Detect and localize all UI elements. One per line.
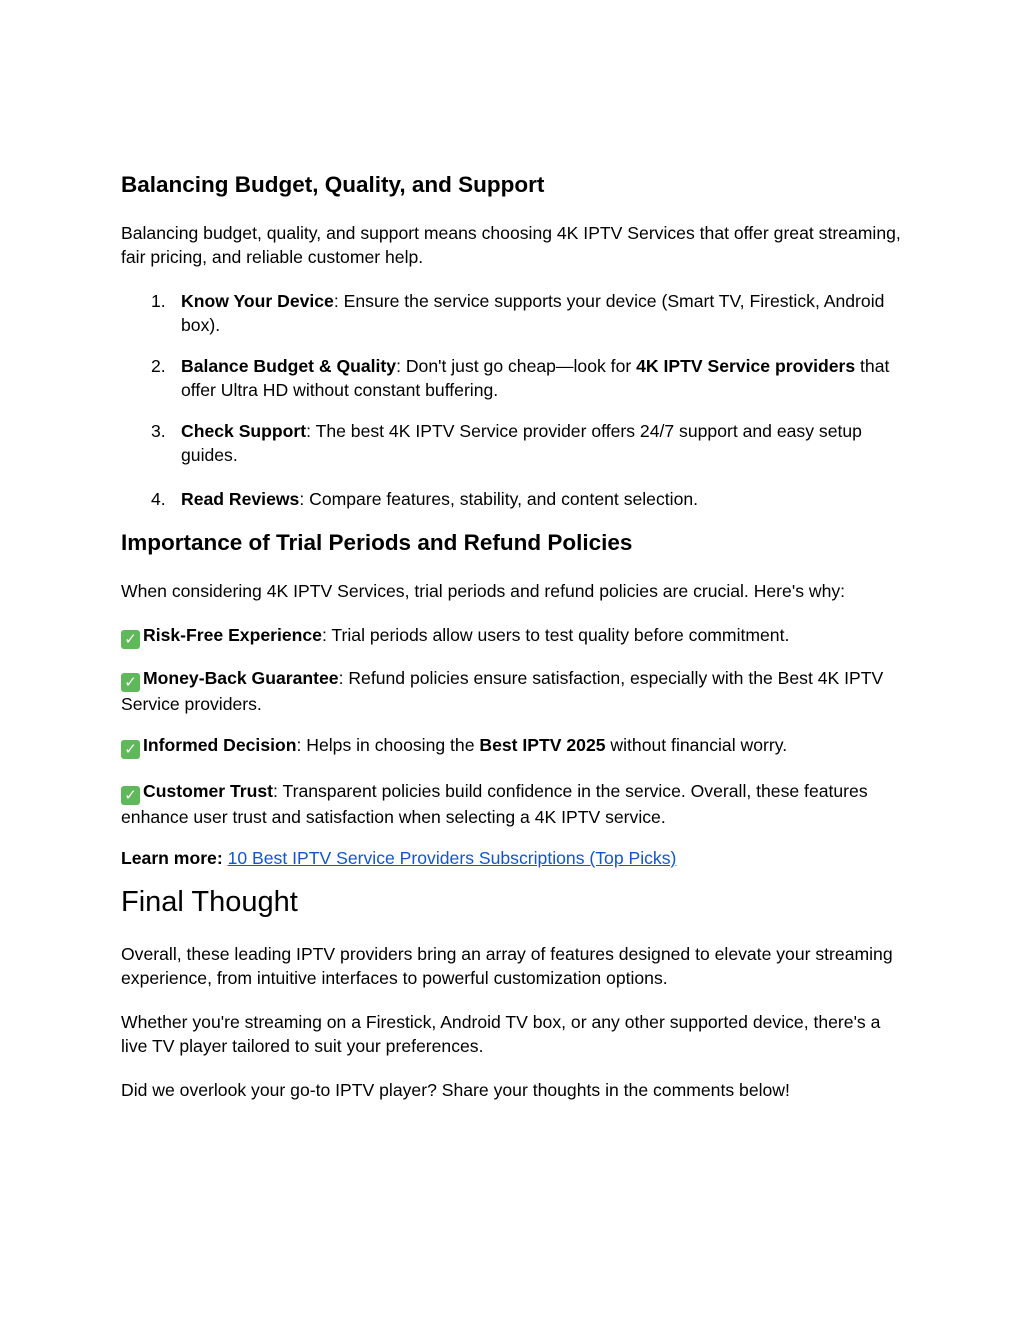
check-mark-icon: ✓ (121, 786, 140, 805)
list-item: ✓ Informed Decision: Helps in choosing the Best IPTV 2025 without financial worry. (121, 733, 911, 759)
page-title-final-thought: Final Thought (121, 886, 298, 918)
section-intro-balancing: Balancing budget, quality, and support means choosing 4K IPTV Services that offer great streaming, fair pricing, and reliable customer help. (121, 223, 901, 267)
list-item: ✓ Money-Back Guarantee: Refund policies ensure satisfaction, especially with the Best 4K IPTV Service providers. (121, 668, 884, 714)
section-heading-balancing: Balancing Budget, Quality, and Support (121, 172, 545, 197)
list-item: 3. Check Support: The best 4K IPTV Service provider offers 24/7 support and easy setup guides. (151, 421, 862, 465)
check-mark-icon: ✓ (121, 630, 140, 649)
learn-more-link[interactable]: 10 Best IPTV Service Providers Subscriptions (Top Picks) (227, 848, 677, 868)
learn-more-line (121, 846, 911, 870)
section-heading-trial: Importance of Trial Periods and Refund Policies (121, 530, 633, 555)
list-item: 1. Know Your Device: Ensure the service supports your device (Smart TV, Firestick, Android box). (151, 291, 885, 335)
list-item: ✓ Customer Trust: Transparent policies build confidence in the service. Overall, these features enhance user trust and satisfaction when selecting a 4K IPTV service. (121, 781, 868, 827)
list-item: 2. Balance Budget & Quality: Don't just go cheap—look for 4K IPTV Service providers that offer Ultra HD without constant buffering. (151, 356, 890, 400)
section-intro-trial: When considering 4K IPTV Services, trial periods and refund policies are crucial. Here's why: (121, 581, 846, 601)
tips-list (121, 289, 911, 511)
list-item: ✓ Risk-Free Experience: Trial periods allow users to test quality before commitment. (121, 623, 911, 649)
final-paragraph: Did we overlook your go-to IPTV player? Share your thoughts in the comments below! (121, 1080, 790, 1100)
final-paragraph: Overall, these leading IPTV providers bring an array of features designed to elevate your streaming experience, from intuitive interfaces to powerful customization options. (121, 944, 893, 988)
check-mark-icon: ✓ (121, 673, 140, 692)
learn-more-label: Learn more: (121, 848, 223, 868)
check-mark-icon: ✓ (121, 740, 140, 759)
document-page (121, 168, 911, 1102)
list-item: 4. Read Reviews: Compare features, stability, and content selection. (151, 489, 699, 509)
final-paragraph: Whether you're streaming on a Firestick, Android TV box, or any other supported device, there's a live TV player tailored to suit your preferences. (121, 1012, 881, 1056)
